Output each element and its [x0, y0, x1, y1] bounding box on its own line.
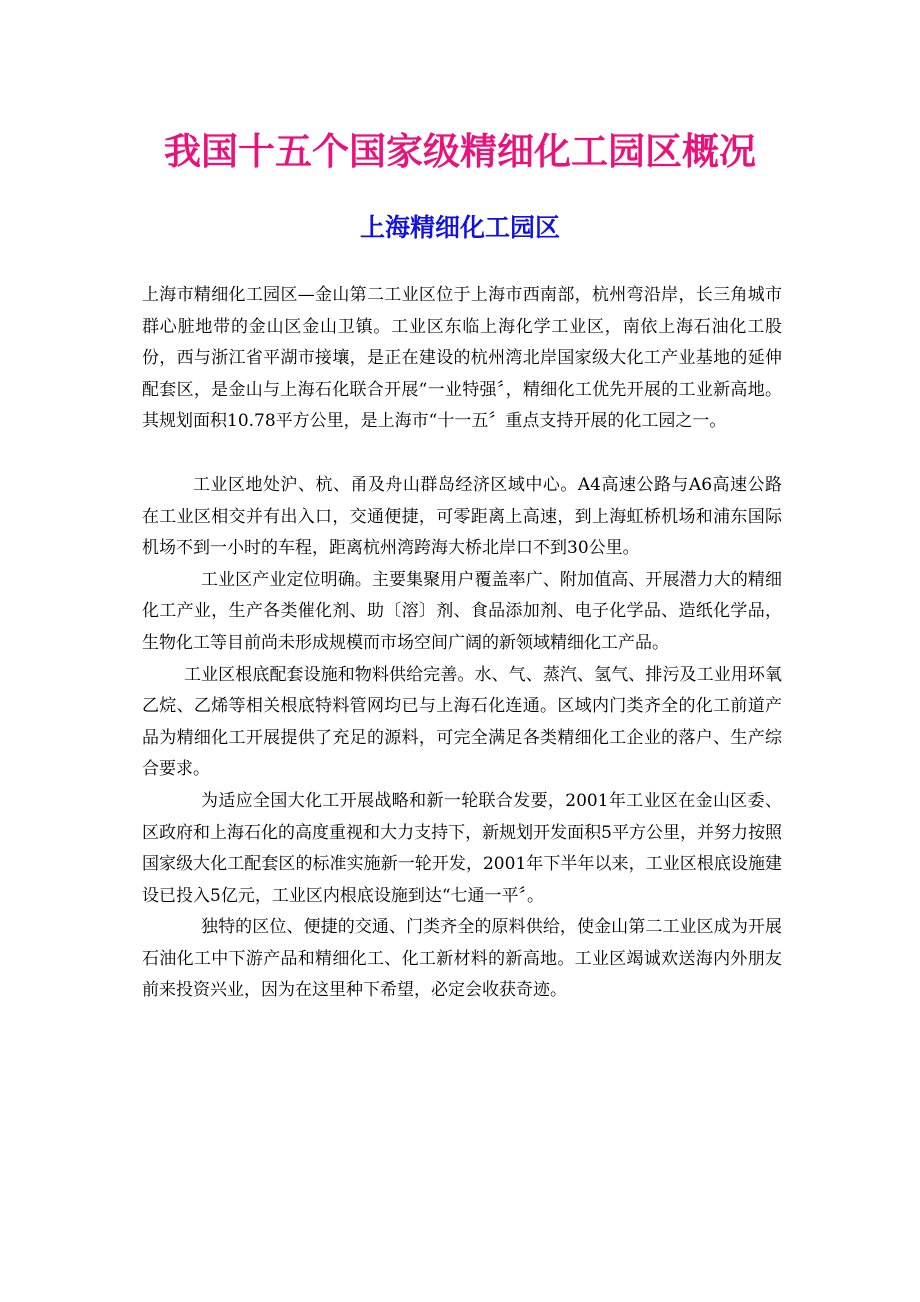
paragraph-location: 工业区地处沪、杭、甬及舟山群岛经济区域中心。A4高速公路与A6高速公路在工业区相交并有出入口，交通便捷，可零距离上高速，到上海虹桥机场和浦东国际机场不到一小时的车程，距离杭州湾跨海大桥北岸口不到30公里。 [142, 474, 782, 559]
paragraph-invitation: 独特的区位、便捷的交通、门类齐全的原料供给，使金山第二工业区成为开展石油化工中下游产品和精细化工、化工新材料的新高地。工业区竭诚欢送海内外朋友前来投资兴业，因为在这里种下希望，必定会收获奇迹。 [142, 917, 782, 1001]
section-subtitle: 上海精细化工园区 [359, 213, 560, 242]
paragraph-infrastructure: 工业区根底配套设施和物料供给完善。水、气、蒸汽、氢气、排污及工业用环氧乙烷、乙烯等相关根底特料管网均已与上海石化连通。区域内门类齐全的化工前道产品为精细化工开展提供了充足的源料，可完全满足各类精细化工企业的落户、生产综合要求。 [142, 664, 782, 780]
paragraph-development: 为适应全国大化工开展战略和新一轮联合发要，2001年工业区在金山区委、区政府和上海石化的高度重视和大力支持下，新规划开发面积5平方公里，并努力按照国家级大化工配套区的标准实施新一轮开发，2001年下半年以来，工业区根底设施建设已投入5亿元，工业区内根底设施到达“七通一平〞。 [142, 790, 782, 906]
paragraph-intro: 上海市精细化工园区—金山第二工业区位于上海市西南部，杭州弯沿岸，长三角城市群心脏地带的金山区金山卫镇。工业区东临上海化学工业区，南依上海石油化工股份，西与浙江省平湖市接壤，是正在建设的杭州湾北岸国家级大化工产业基地的延伸配套区，是金山与上海石化联合开展“一业特强〞，精细化工优先开展的工业新高地。其规划面积10.78平方公里，是上海市“十一五〞重点支持开展的化工园之一。 [142, 285, 782, 432]
document-title: 我国十五个国家级精细化工园区概况 [164, 130, 756, 173]
body-text [142, 280, 782, 1007]
paragraph-industry: 工业区产业定位明确。主要集聚用户覆盖率广、附加值高、开展潜力大的精细化工产业，生产各类催化剂、助〔溶〕剂、食品添加剂、电子化学品、造纸化学品，生物化工等目前尚未形成规模而市场空间广阔的新领域精细化工产品。 [142, 569, 782, 653]
